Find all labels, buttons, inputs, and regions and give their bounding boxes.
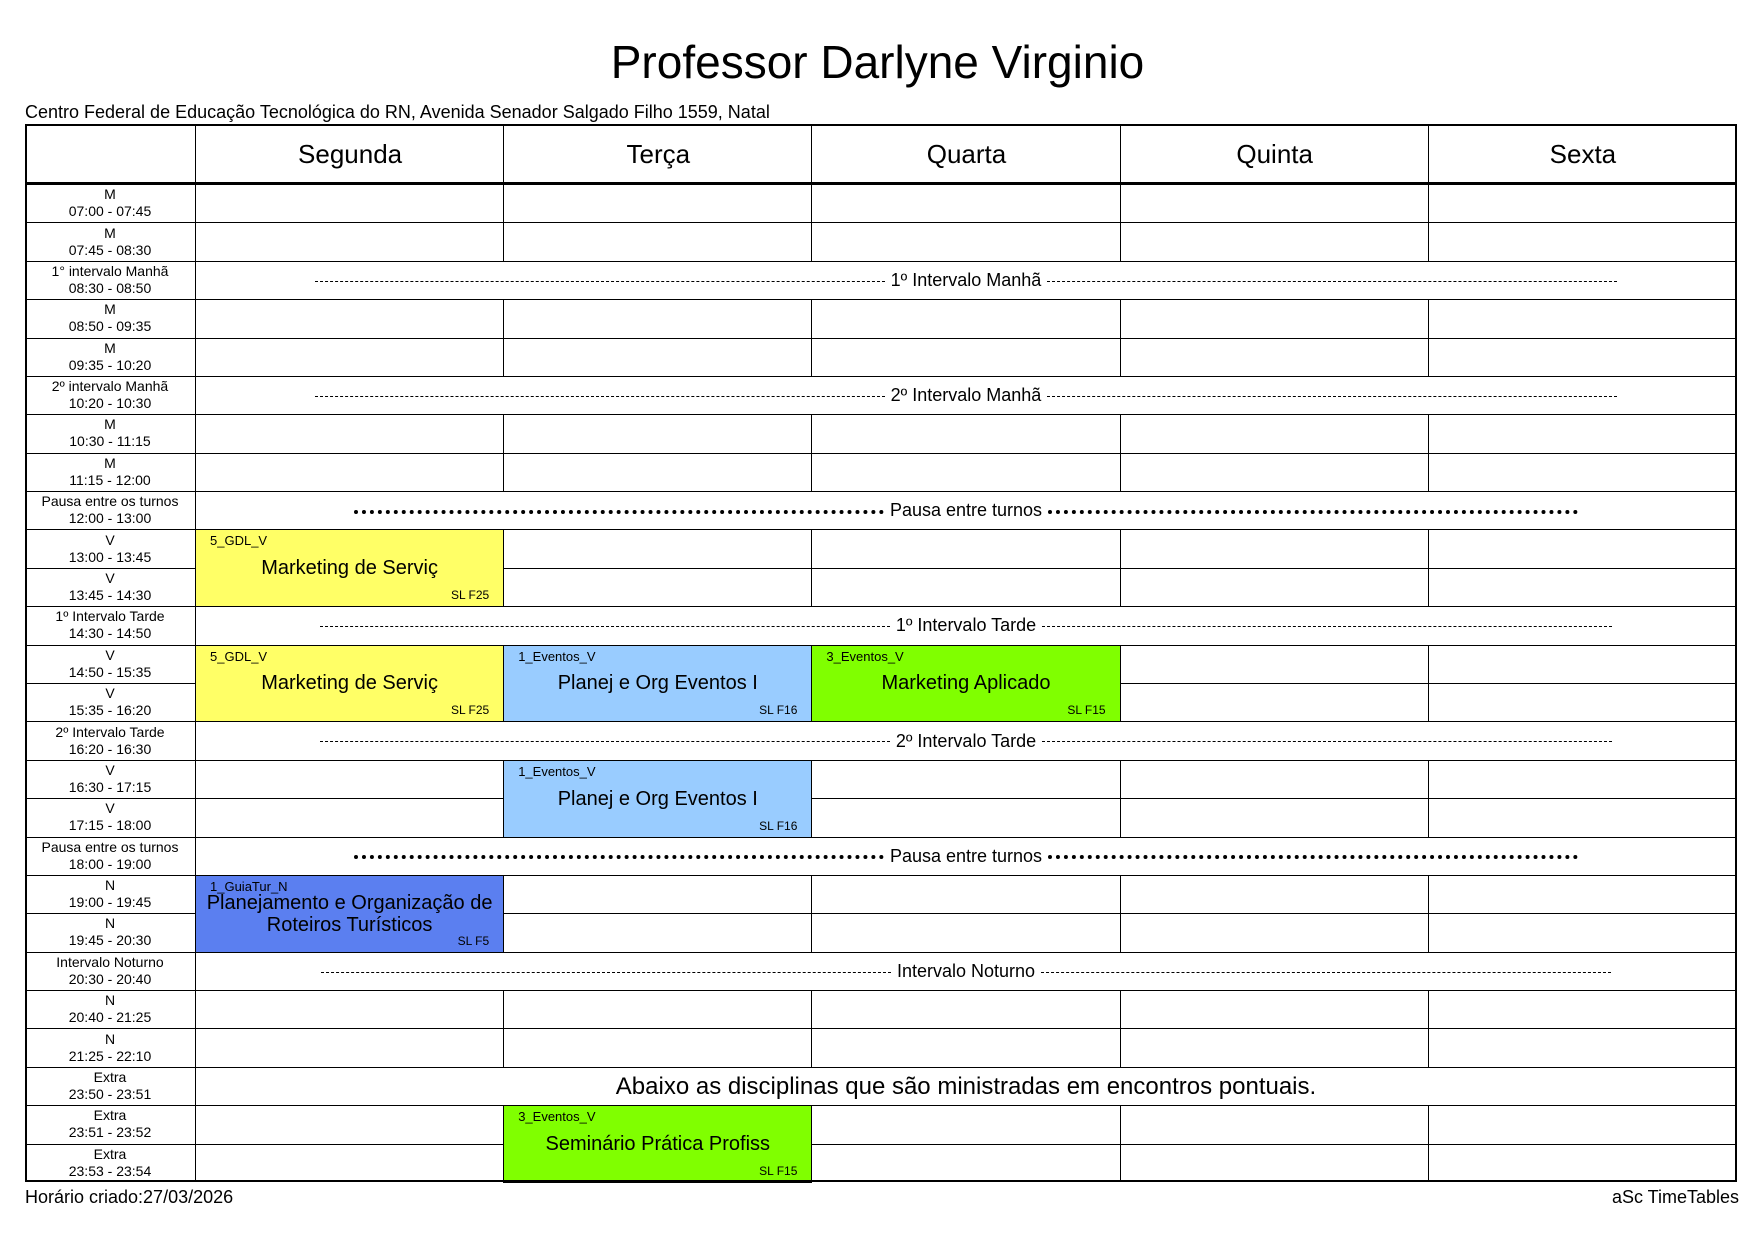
break-text: 2º Intervalo Manhã [890,385,1042,406]
period-name: N [104,992,116,1009]
period-name: 2º Intervalo Tarde [55,723,165,740]
row-divider [25,1144,1737,1145]
period-name: V [105,646,115,663]
period-time: 19:45 - 20:30 [68,932,152,949]
period-label [25,184,195,222]
break-label [309,385,1624,406]
period-name: Extra [93,1145,127,1162]
break-row [196,262,1736,299]
created-date: Horário criado:27/03/2026 [25,1187,234,1207]
period-label [25,837,195,875]
period-name: 1° intervalo Manhã [51,262,169,279]
period-label [25,1144,195,1182]
period-time: 23:51 - 23:52 [68,1124,152,1141]
lesson-subject: Seminário Prática Profiss [545,1133,771,1156]
period-time: 19:00 - 19:45 [68,894,152,911]
period-label [25,338,195,376]
break-label [315,961,1617,982]
row-divider [25,1028,1737,1029]
break-leader [1042,741,1612,742]
period-time: 13:00 - 13:45 [68,548,152,565]
period-time: 15:35 - 16:20 [68,702,152,719]
lesson-room: SL F25 [450,588,490,603]
lesson-class: 1_Eventos_V [518,763,596,779]
lesson-class: 3_Eventos_V [518,1109,596,1125]
break-row [196,838,1736,875]
period-label [25,721,195,759]
lesson-subject: Marketing de Serviç [261,672,438,695]
period-time: 16:30 - 17:15 [68,778,152,795]
period-label [25,376,195,414]
period-label [25,1105,195,1143]
day-header-2: Quarta [926,138,1007,169]
break-text: Pausa entre turnos [889,845,1043,866]
period-name: N [104,877,116,894]
lesson-room: SL F25 [450,703,490,718]
period-time: 08:30 - 08:50 [68,279,152,296]
period-name: N [104,1030,116,1047]
period-label [25,798,195,836]
break-label [314,731,1618,752]
period-name: M [104,416,116,433]
lesson-card[interactable] [503,760,812,838]
break-leader [1041,972,1611,973]
lesson-card[interactable] [195,645,504,723]
break-leader [1048,510,1578,514]
period-label [25,222,195,260]
period-label [25,606,195,644]
break-leader [320,741,890,742]
break-leader [1047,281,1617,282]
period-time: 16:20 - 16:30 [68,740,152,757]
break-label [348,846,1584,867]
software-credit: aSc TimeTables [1611,1187,1739,1207]
header-divider [25,182,1737,185]
break-leader [315,281,885,282]
break-row [196,377,1736,414]
period-name: M [104,339,116,356]
period-label [25,299,195,337]
row-divider [25,798,1737,799]
period-label [25,760,195,798]
period-time: 10:30 - 11:15 [69,433,151,450]
period-label [25,261,195,299]
lesson-room: SL F5 [457,933,490,948]
break-leader [315,396,885,397]
day-header-4: Sexta [1549,138,1617,169]
period-time: 17:15 - 18:00 [68,817,152,834]
period-label [25,491,195,529]
period-time: 14:30 - 14:50 [68,625,152,642]
break-label [314,615,1618,636]
lesson-room: SL F16 [759,703,798,718]
period-name: 1º Intervalo Tarde [55,608,165,625]
break-text: 2º Intervalo Tarde [895,730,1037,751]
period-name: M [104,454,116,471]
lesson-card[interactable] [195,875,504,953]
lesson-subject: Marketing Aplicado [881,672,1051,695]
period-name: M [104,186,116,203]
period-time: 21:25 - 22:10 [68,1047,152,1064]
period-label [25,1028,195,1066]
period-time: 10:20 - 10:30 [68,395,152,412]
period-name: V [105,570,115,587]
break-label [348,500,1584,521]
period-label [25,414,195,452]
period-label [25,1067,195,1105]
break-leader [354,855,884,859]
school-address: Centro Federal de Educação Tecnológica do RN, Avenida Senador Salgado Filho 1559, Natal [25,102,770,122]
period-label [25,952,195,990]
row-divider [25,299,1737,300]
lesson-class: 5_GDL_V [210,648,268,664]
lesson-class: 3_Eventos_V [826,648,904,664]
period-label [25,875,195,913]
break-text: 1º Intervalo Tarde [895,615,1037,636]
break-leader [321,972,891,973]
lesson-card[interactable] [811,645,1120,723]
day-header-3: Quinta [1236,138,1313,169]
period-name: V [105,531,115,548]
day-header-1: Terça [626,138,691,169]
period-time: 20:40 - 21:25 [68,1009,152,1026]
period-time: 14:50 - 15:35 [68,663,152,680]
row-divider [25,1105,1737,1106]
break-leader [1042,626,1612,627]
lesson-class: 1_Eventos_V [518,648,596,664]
lesson-subject: Marketing de Serviç [261,557,438,580]
break-leader [1048,855,1578,859]
lesson-card[interactable] [503,645,812,723]
period-time: 09:35 - 10:20 [68,356,152,373]
break-leader [320,626,890,627]
break-row [196,607,1736,644]
period-time: 07:00 - 07:45 [68,203,152,220]
period-name: Pausa entre os turnos [41,838,179,855]
period-time: 08:50 - 09:35 [68,318,152,335]
period-name: Intervalo Noturno [56,953,164,970]
period-time: 12:00 - 13:00 [68,510,152,527]
break-text: 1º Intervalo Manhã [890,269,1042,290]
break-row [196,953,1736,990]
row-divider [25,760,1737,761]
break-label [309,270,1624,291]
period-time: 07:45 - 08:30 [68,241,152,258]
period-name: Pausa entre os turnos [41,493,179,510]
row-divider [25,990,1737,991]
row-divider [25,338,1737,339]
period-label [25,645,195,683]
period-name: V [105,685,115,702]
row-divider [25,453,1737,454]
period-time: 18:00 - 19:00 [68,855,152,872]
break-text: Intervalo Noturno [896,960,1036,981]
period-time: 23:50 - 23:51 [68,1086,152,1103]
lesson-room: SL F15 [759,1163,798,1178]
period-label [25,683,195,721]
period-label [25,568,195,606]
page-title: Professor Darlyne Virginio [610,36,1145,88]
period-time: 23:53 - 23:54 [68,1162,152,1179]
period-time: 11:15 - 12:00 [69,471,151,488]
lesson-class: 5_GDL_V [210,533,268,549]
period-label [25,913,195,951]
lesson-card[interactable] [503,1105,812,1183]
lesson-room: SL F15 [1067,703,1106,718]
lesson-card[interactable] [195,529,504,607]
period-label [25,529,195,567]
period-label [25,990,195,1028]
column-divider [1736,124,1737,1182]
period-name: M [104,301,116,318]
lesson-class: 1_GuiaTur_N [210,878,288,894]
period-name: M [104,224,116,241]
period-name: Extra [93,1107,127,1124]
period-time: 13:45 - 14:30 [68,587,152,604]
break-text: Pausa entre turnos [889,500,1043,521]
lesson-subject: Planej e Org Eventos I [557,787,758,810]
lesson-subject: Planejamento e Organização de Roteiros Turísticos [206,891,493,936]
row-divider [25,222,1737,223]
break-leader [354,510,884,514]
break-row [196,722,1736,759]
break-leader [1047,396,1617,397]
period-name: V [105,800,115,817]
row-divider [25,414,1737,415]
lesson-subject: Planej e Org Eventos I [557,672,758,695]
break-row [196,492,1736,529]
period-name: V [105,761,115,778]
period-name: N [104,915,116,932]
period-name: 2º intervalo Manhã [51,378,169,395]
period-name: Extra [93,1069,127,1086]
day-header-0: Segunda [298,138,403,169]
extra-note: Abaixo as disciplinas que são ministradas em encontros pontuais. [196,1068,1736,1105]
lesson-room: SL F16 [759,818,798,833]
period-label [25,453,195,491]
timetable-grid [25,124,1737,1182]
period-time: 20:30 - 20:40 [68,970,152,987]
